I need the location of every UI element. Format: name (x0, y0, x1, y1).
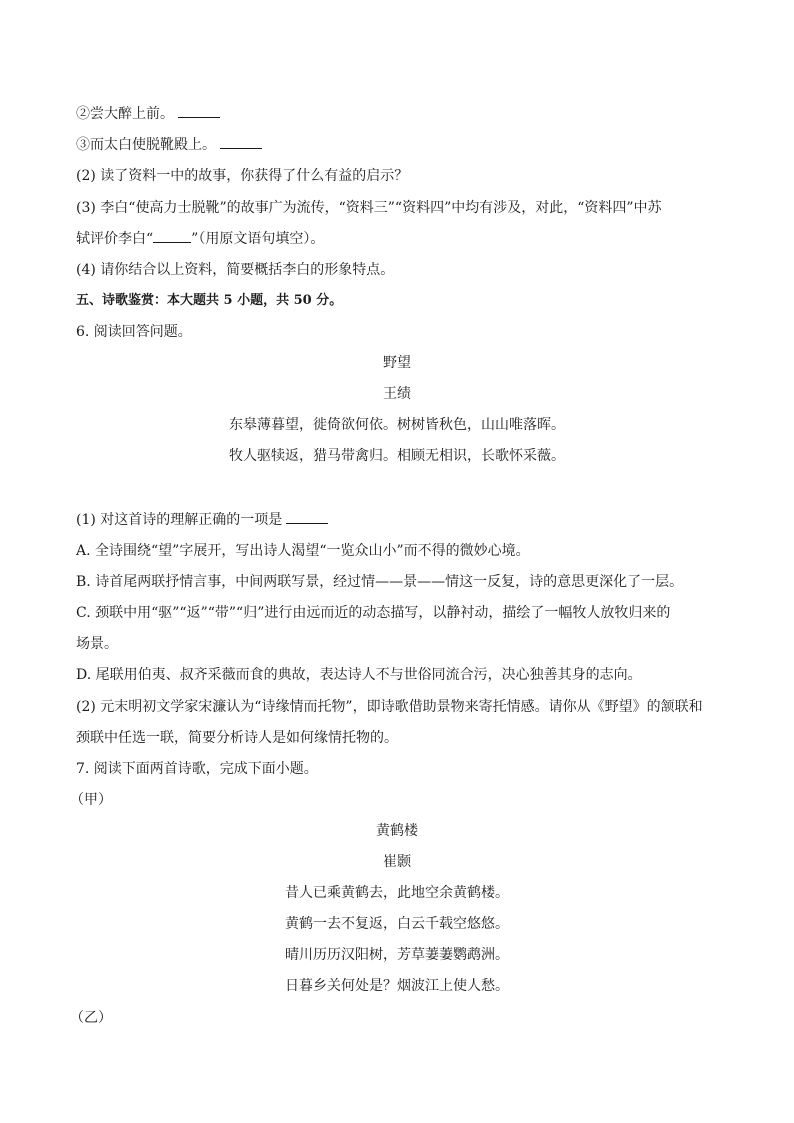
poem-label-yi: （乙） (70, 1010, 112, 1026)
option-c-line1[interactable]: C. 颈联中用“驱”“返”“带”“归”进行由远而近的动态描写，以静衬动，描绘了一幅牧人放牧归来的 (76, 605, 671, 621)
answer-blank[interactable] (153, 230, 191, 243)
option-c-line2[interactable]: 场景。 (76, 636, 118, 652)
section-heading-5: 五、诗歌鉴赏：本大题共 5 小题，共 50 分。 (76, 293, 343, 308)
option-b[interactable]: B. 诗首尾两联抒情言事，中间两联写景，经过情——景——情这一反复，诗的意思更深化了一层。 (76, 574, 684, 590)
poem1-author: 王绩 (383, 386, 411, 402)
q6-sub-2-line1: (2) 元末明初文学家宋濂认为“诗缘情而托物”，即诗歌借助景物来寄托情感。请你从《野望》的颔联和 (76, 699, 703, 715)
poem2-title: 黄鹤楼 (376, 823, 418, 839)
answer-blank[interactable] (178, 105, 220, 118)
q6-sub-1: (1) 对这首诗的理解正确的一项是 (76, 510, 718, 530)
q2-sub-3-line1: (3) 李白“使高力士脱靴”的故事广为流传，“资料三”“资料四”中均有涉及，对此，“资料四”中苏 (76, 200, 662, 216)
q2-sub-3-line2: 轼评价李白“ ”（用原文语句填空）。 (76, 231, 325, 247)
poem-label-jia: （甲） (70, 792, 112, 808)
poem1-line-1: 东皋薄暮望，徙倚欲何依。树树皆秋色，山山唯落晖。 (229, 417, 565, 433)
q2-item-3: ③而太白使脱靴殿上。 (76, 135, 718, 155)
poem2-line-2: 黄鹤一去不复返，白云千载空悠悠。 (285, 916, 509, 932)
q2-sub-4: (4) 请你结合以上资料，简要概括李白的形象特点。 (76, 262, 395, 278)
q2-sub-2: (2) 读了资料一中的故事，你获得了什么有益的启示？ (76, 168, 409, 184)
poem1-title: 野望 (383, 355, 411, 371)
q6-sub-2-line2: 颈联中任选一联，简要分析诗人是如何缘情托物的。 (76, 730, 398, 746)
poem2-line-3: 晴川历历汉阳树，芳草萋萋鹦鹉洲。 (285, 947, 509, 963)
poem1-line-2: 牧人驱犊返，猎马带禽归。相顾无相识，长歌怀采薇。 (229, 448, 565, 464)
option-d[interactable]: D. 尾联用伯夷、叔齐采薇而食的典故，表达诗人不与世俗同流合污，决心独善其身的志向。 (76, 667, 642, 683)
answer-blank[interactable] (286, 511, 328, 524)
question-6: 6. 阅读回答问题。 (76, 324, 192, 340)
poem2-author: 崔颢 (383, 854, 411, 870)
option-a[interactable]: A. 全诗围绕“望”字展开，写出诗人渴望“一览众山小”而不得的微妙心境。 (76, 543, 530, 559)
question-7: 7. 阅读下面两首诗歌，完成下面小题。 (76, 761, 318, 777)
q2-item-2: ②尝大醉上前。 (76, 104, 718, 124)
answer-blank[interactable] (220, 136, 262, 149)
poem2-line-1: 昔人已乘黄鹤去，此地空余黄鹤楼。 (285, 885, 509, 901)
poem2-line-4: 日暮乡关何处是？烟波江上使人愁。 (285, 978, 509, 994)
